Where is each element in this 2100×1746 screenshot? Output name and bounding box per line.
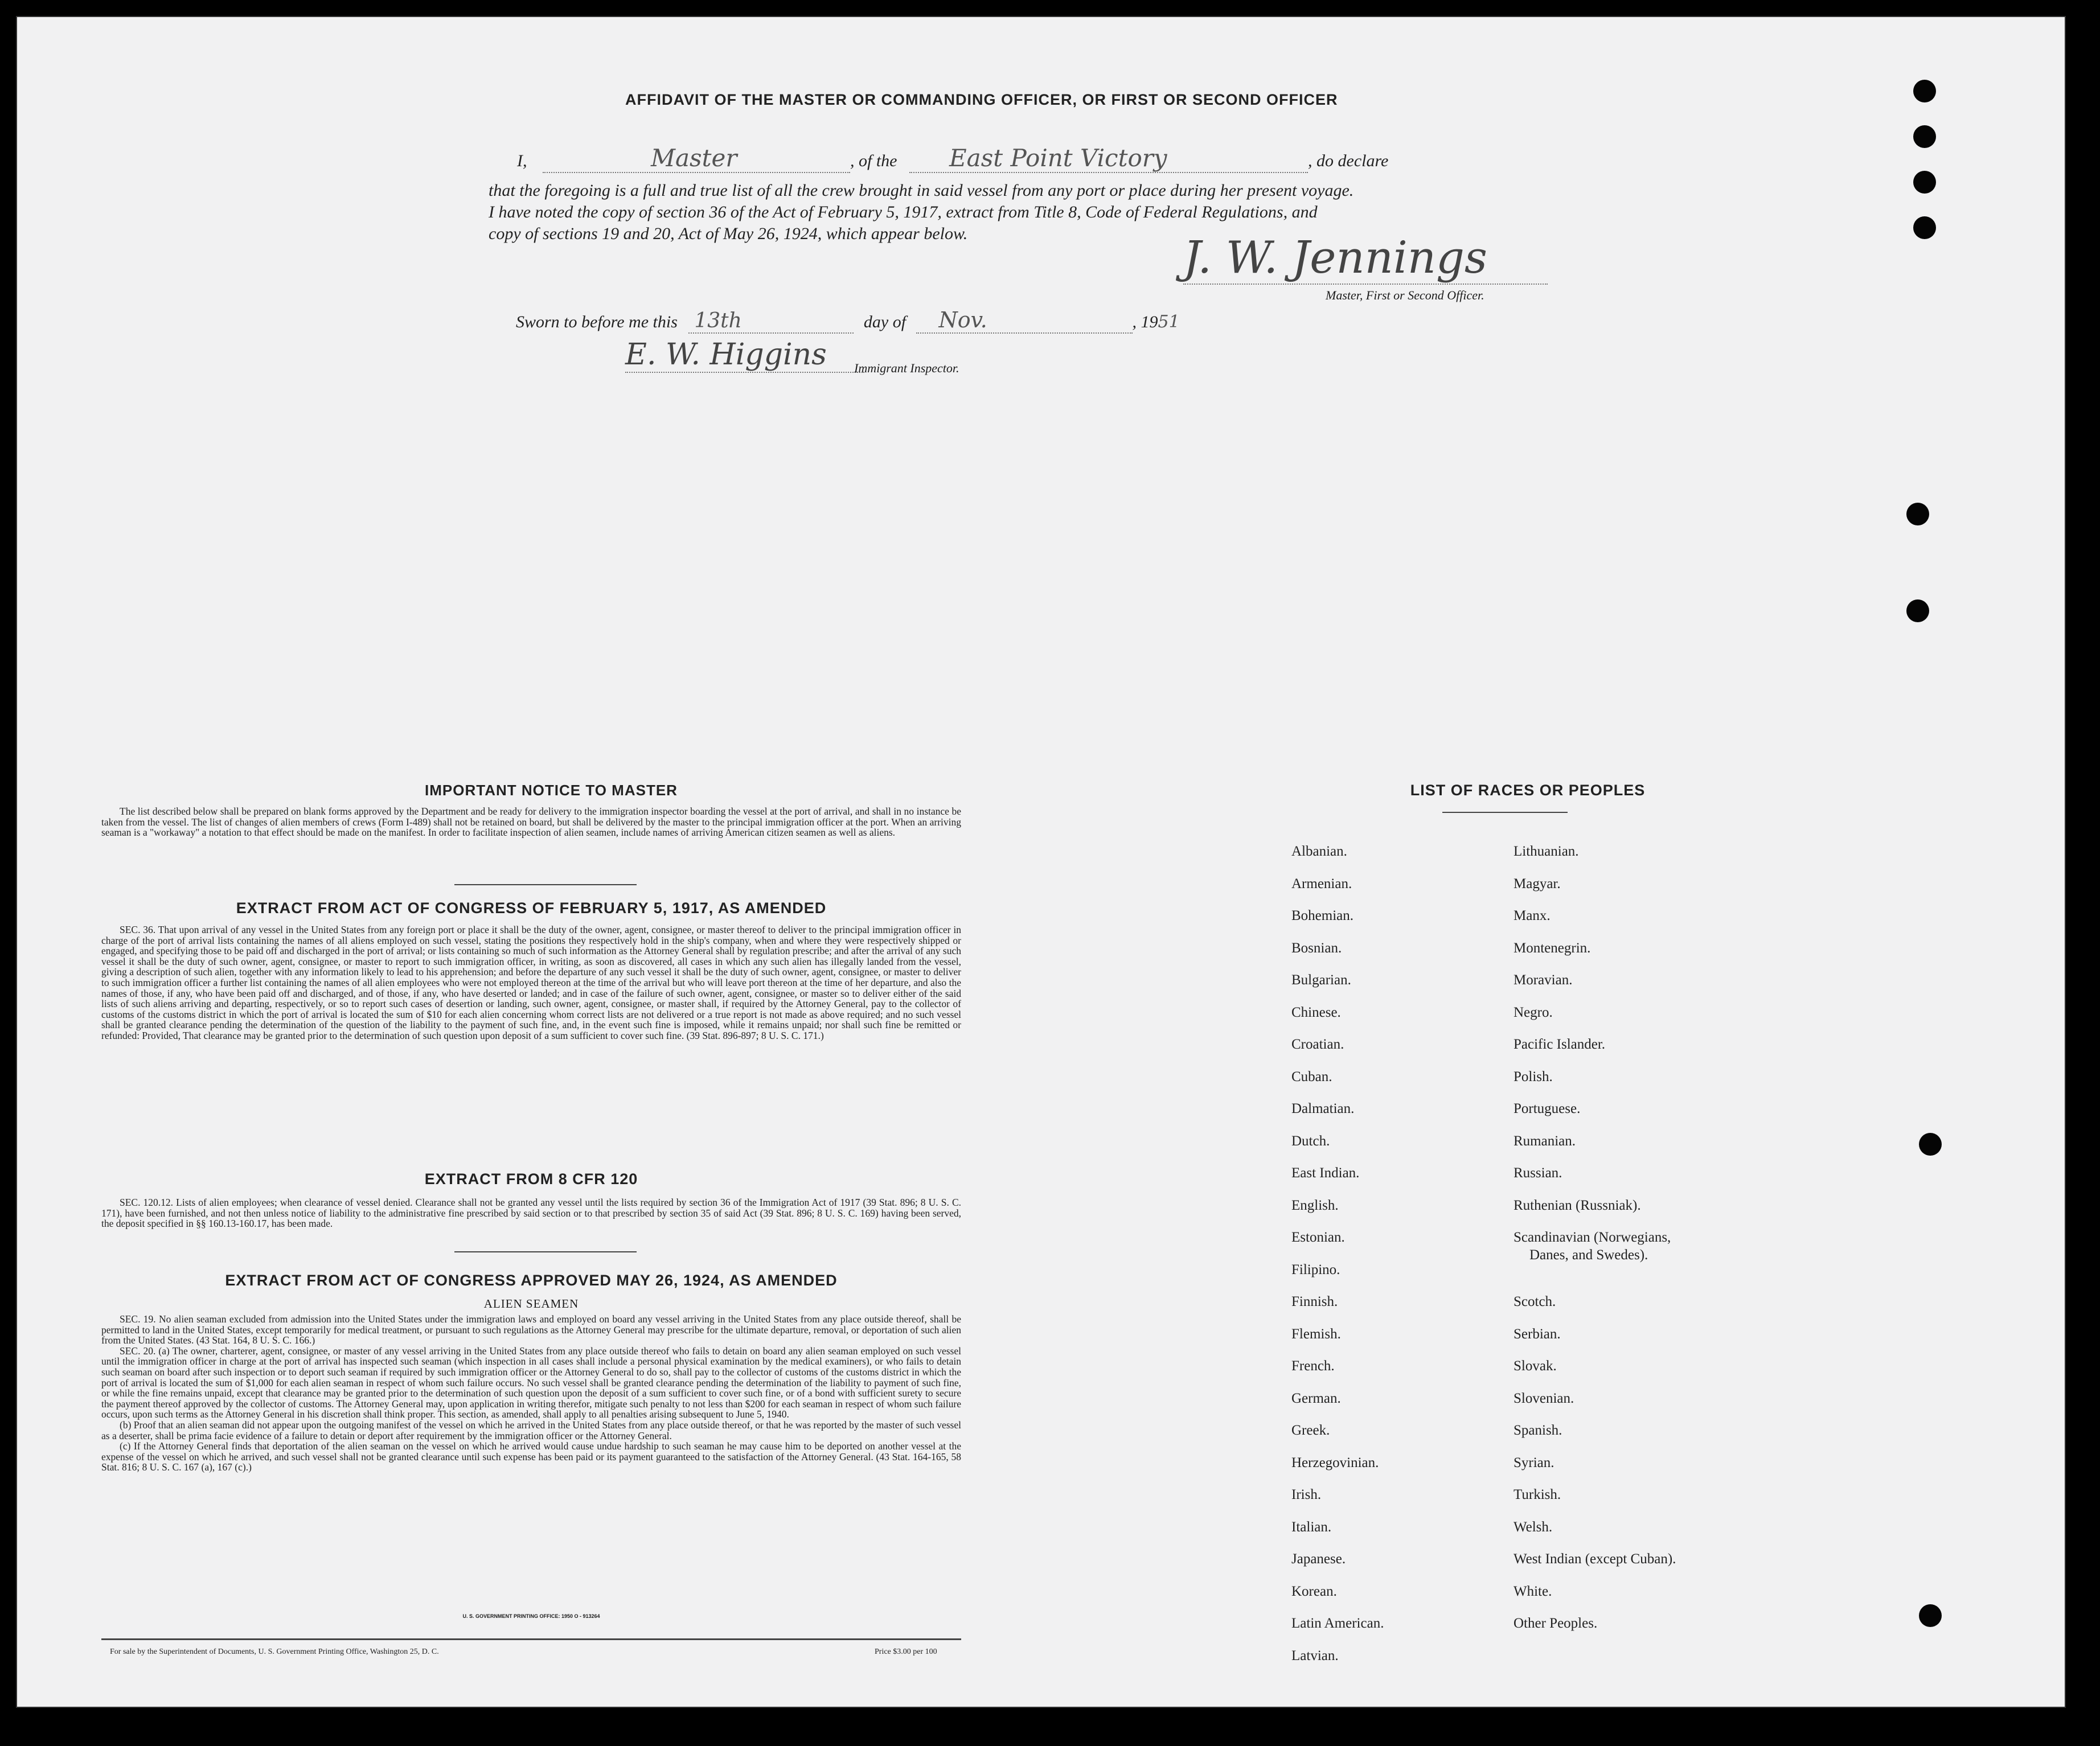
race-item: English. (1291, 1197, 1339, 1213)
form-sheet (16, 16, 2066, 1708)
inspector-signature: E. W. Higgins (625, 338, 864, 373)
races-column-1 (1291, 836, 1384, 1672)
year-prefix: , 19 (1132, 313, 1158, 331)
extract-1917-text: SEC. 36. That upon arrival of any vessel in the United States from any foreign port or place it shall be the duty of the owner, agent, consignee, or master thereof to deliver to the principal immigration officer in charge of the port of arrival lists containing the names of all aliens employed on such vessel, stating the positions they respectively hold in the ship's company, when and where they were respectively shipped or engaged, and specifying those to be paid off and discharged in the port of arrival; or lists containing so much of such information as the Attorney General shall by regulation prescribe; and after the arrival of any such vessel it shall be the duty of such owner, agent, consignee, or master to report to such immigration officer, in writing, as soon as discovered, all cases in which any such alien has illegally landed from the vessel, giving a description of such alien, together with any information likely to lead to his apprehension; and before the departure of any such vessel it shall be the duty of such owner, agent, consignee, or master to deliver to such immigration officer a further list containing the names of all alien employees who were not employed thereon at the time of the arrival but who will leave port thereon at the time of her departure, and also the names of those, if any, who have been paid off and discharged, and of those, if any, who have deserted or landed; and in case of the failure of such owner, agent, consignee, or master so to deliver either of the said lists of such aliens arriving and departing, respectively, or so to report such cases of desertion or landing, such owner, agent, consignee, or master shall, if required by the Attorney General, pay to the collector of customs of the customs district in which the port of arrival is located the sum of $10 for each alien concerning whom correct lists are not delivered or a true report is not made as above required; and no such vessel shall be granted clearance pending the determination of the question of the liability to the payment of such fine, and, in the event such fine is imposed, while it remains unpaid; nor shall such fine be remitted or refunded: Provided, That clearance may be granted prior to the determination of such question upon deposit of a sum sufficient to cover such fine. (39 Stat. 896-897; 8 U. S. C. 171.) (101, 924, 961, 1041)
race-item: Flemish. (1291, 1326, 1341, 1342)
race-item: Japanese. (1291, 1551, 1346, 1567)
punch-hole (1913, 125, 1936, 148)
races-column-2 (1514, 836, 1676, 1640)
inspector-label: Immigrant Inspector. (854, 361, 959, 375)
race-item: Finnish. (1291, 1294, 1338, 1309)
declaration-line-2: that the foregoing is a full and true list of all the crew brought in said vessel from any port or place during her present voyage. (489, 181, 1354, 200)
punch-hole (1913, 80, 1936, 102)
race-item: Other Peoples. (1514, 1616, 1598, 1631)
race-item: German. (1291, 1390, 1341, 1406)
footer-rule (101, 1638, 961, 1640)
race-item: Korean. (1291, 1583, 1337, 1599)
master-name-value: Master (651, 144, 737, 172)
day-value: 13th (694, 309, 742, 332)
punch-hole (1913, 171, 1936, 194)
race-item: Dutch. (1291, 1133, 1330, 1149)
race-item: Turkish. (1514, 1487, 1561, 1502)
divider (1442, 812, 1568, 813)
race-item: Italian. (1291, 1519, 1332, 1535)
punch-hole (1919, 1604, 1942, 1627)
divider (454, 884, 637, 885)
sworn-line (516, 307, 1180, 334)
race-item: Chinese. (1291, 1004, 1341, 1020)
footer-sale-note: For sale by the Superintendent of Documents, U. S. Government Printing Office, Washington 25, D. C. (110, 1648, 439, 1656)
race-item: Armenian. (1291, 876, 1352, 892)
race-item: Irish. (1291, 1487, 1322, 1502)
race-item: Latin American. (1291, 1616, 1384, 1631)
notice-text: The list described below shall be prepared on blank forms approved by the Department and be ready for delivery to the immigration inspector boarding the vessel at the port of arrival, and shall in no instance be taken from the vessel. The list of changes of alien members of crews (Form I-489) shall not be retained on board, but shall be delivered by the master to the principal immigration officer at the port. When an arriving seaman is a "workaway" a notation to that effect should be made on the manifest. In order to facilitate inspection of alien seamen, include names of arriving American citizen seamen as well as aliens. (101, 806, 961, 839)
extract-1917-title: EXTRACT FROM ACT OF CONGRESS OF FEBRUARY 5, 1917, AS AMENDED (236, 899, 827, 917)
race-item: Scotch. (1514, 1294, 1556, 1309)
extract-cfr-text: SEC. 120.12. Lists of alien employees; when clearance of vessel denied. Clearance shall not be granted any vessel until the lists required by section 36 of the Immigration Act of 1917 (39 Stat. 896; 8 U. S. C. 171), have been furnished, and not then unless notice of liability to the administrative fine prescribed by said section or to that prescribed by section 35 of said Act (39 Stat. 896; 8 U. S. C. 169) having been served, the deposit specified in §§ 160.13-160.17, has been made. (101, 1197, 961, 1230)
race-item: Croatian. (1291, 1037, 1344, 1052)
master-signature: J. W. Jennings (1183, 232, 1548, 285)
race-item: Russian. (1514, 1165, 1562, 1181)
races-title: LIST OF RACES OR PEOPLES (1410, 782, 1646, 799)
race-item: Slovak. (1514, 1358, 1557, 1374)
race-item: Bosnian. (1291, 940, 1342, 956)
divider (454, 1251, 637, 1252)
race-item: Syrian. (1514, 1455, 1555, 1470)
race-item: Manx. (1514, 908, 1551, 923)
sworn-label: Sworn to before me this (516, 313, 678, 331)
race-item: Greek. (1291, 1423, 1330, 1438)
race-item: White. (1514, 1583, 1552, 1599)
race-item: Herzegovinian. (1291, 1455, 1379, 1470)
master-officer-label: Master, First or Second Officer. (1326, 288, 1484, 302)
race-item: Moravian. (1514, 972, 1573, 988)
race-item: Spanish. (1514, 1423, 1562, 1438)
of-the-label: , of the (850, 151, 897, 170)
do-declare-label: , do declare (1308, 151, 1389, 170)
race-item: Ruthenian (Russniak). (1514, 1197, 1641, 1213)
race-item: Bulgarian. (1291, 972, 1351, 988)
race-item: Portuguese. (1514, 1101, 1581, 1116)
race-item: West Indian (except Cuban). (1514, 1551, 1676, 1567)
punch-hole (1919, 1133, 1942, 1156)
race-item: Filipino. (1291, 1262, 1340, 1277)
month-value: Nov. (938, 307, 987, 332)
race-item: Albanian. (1291, 844, 1347, 859)
race-item: Latvian. (1291, 1648, 1339, 1663)
race-item: Scandinavian (Norwegians, (1514, 1230, 1671, 1245)
notice-title: IMPORTANT NOTICE TO MASTER (425, 782, 678, 799)
race-item: Negro. (1514, 1004, 1553, 1020)
vessel-name-value: East Point Victory (949, 144, 1167, 172)
race-item: Danes, and Swedes). (1529, 1247, 1648, 1263)
punch-hole (1913, 216, 1936, 239)
race-item: Polish. (1514, 1069, 1553, 1084)
extract-1924-title: EXTRACT FROM ACT OF CONGRESS APPROVED MAY 26, 1924, AS AMENDED (225, 1272, 838, 1289)
extract-1924-text: SEC. 19. No alien seaman excluded from admission into the United States under the immigration laws and employed on board any vessel arriving in the United States from any place outside thereof, shall be permitted to land in the United States, except temporarily for medical treatment, or pursuant to such regulations as the Attorney General may prescribe for the ultimate departure, removal, or deportation of such alien from the United States. (43 Stat. 164, 8 U. S. C. 166.) SEC. 20. (a) The owner, charterer, agent, consignee, or master of any vessel arriving in the United States from any place outside thereof who fails to detain on board any alien seaman employed on such vessel until the immigration officer in charge at the port of arrival has inspected such seaman (which inspection in all cases shall include a personal physical examination by the medical examiners), or who fails to detain such seaman on board after such inspection or to deport such seaman if required by such immigration officer or the Attorney General to do so, shall pay to the collector of customs of the customs district in which the port of arrival is located the sum of $1,000 for each alien seaman in respect of whom such failure occurs. No such vessel shall be granted clearance pending the determination of the liability to payment of such fine, or while the fine remains unpaid, except that clearance may be granted prior to the determination of such question upon the deposit of a sum sufficient to cover such fine, or of a bond with sufficient surety to secure the payment thereof approved by the collector of customs. The Attorney General may, upon application in writing therefor, mitigate such penalty to not less than $200 for each seaman in respect of whom such failure occurs, upon such terms as the Attorney General in his discretion shall think proper. This section, as amended, shall apply to all penalties arising subsequent to June 5, 1940. (b) Proof that an alien seaman did not appear upon the outgoing manifest of the vessel on which he arrived in the United States from any place outside thereof, or that he was reported by the master of such vessel as a deserter, shall be prima facie evidence of a failure to detain or deport after requirement by the immigration officer or the Attorney General. (c) If the Attorney General finds that deportation of the alien seaman on the vessel on which he arrived would cause undue hardship to such seaman he may cause him to be deported on another vessel at the expense of the vessel on which he arrived, and such vessel shall not be granted clearance until such expense has been paid or its payment guaranteed to the satisfaction of the Attorney General. (43 Stat. 164-165, 58 Stat. 816; 8 U. S. C. 167 (a), 167 (c).) (101, 1313, 961, 1473)
race-item: Rumanian. (1514, 1133, 1576, 1149)
alien-seamen-subtitle: ALIEN SEAMEN (483, 1297, 579, 1310)
race-item: Dalmatian. (1291, 1101, 1355, 1116)
race-item: Montenegrin. (1514, 940, 1591, 956)
race-item: East Indian. (1291, 1165, 1360, 1181)
affidavit-title: AFFIDAVIT OF THE MASTER OR COMMANDING OFFICER, OR FIRST OR SECOND OFFICER (625, 91, 1338, 108)
punch-hole (1906, 503, 1929, 525)
declaration-line-3: I have noted the copy of section 36 of the Act of February 5, 1917, extract from Title 8, Code of Federal Regulations, and (489, 203, 1318, 221)
race-item: Pacific Islander. (1514, 1037, 1606, 1052)
race-item: French. (1291, 1358, 1335, 1374)
i-label: I, (517, 151, 527, 170)
race-item: Cuban. (1291, 1069, 1332, 1084)
day-of-label: day of (863, 313, 907, 331)
printing-office-imprint: U. S. GOVERNMENT PRINTING OFFICE: 1950 O - 913264 (462, 1613, 600, 1619)
race-item: Lithuanian. (1514, 844, 1579, 859)
declaration-line-4: copy of sections 19 and 20, Act of May 26, 1924, which appear below. (489, 224, 968, 243)
declaration-line-1 (517, 144, 1388, 173)
race-item: Bohemian. (1291, 908, 1354, 923)
race-item: Welsh. (1514, 1519, 1553, 1535)
year-value: 51 (1158, 312, 1180, 332)
footer-price: Price $3.00 per 100 (875, 1648, 937, 1656)
race-item: Serbian. (1514, 1326, 1561, 1342)
race-item: Magyar. (1514, 876, 1561, 892)
race-item: Estonian. (1291, 1230, 1345, 1245)
extract-cfr-title: EXTRACT FROM 8 CFR 120 (424, 1170, 638, 1188)
punch-hole (1906, 599, 1929, 622)
race-item: Slovenian. (1514, 1390, 1574, 1406)
